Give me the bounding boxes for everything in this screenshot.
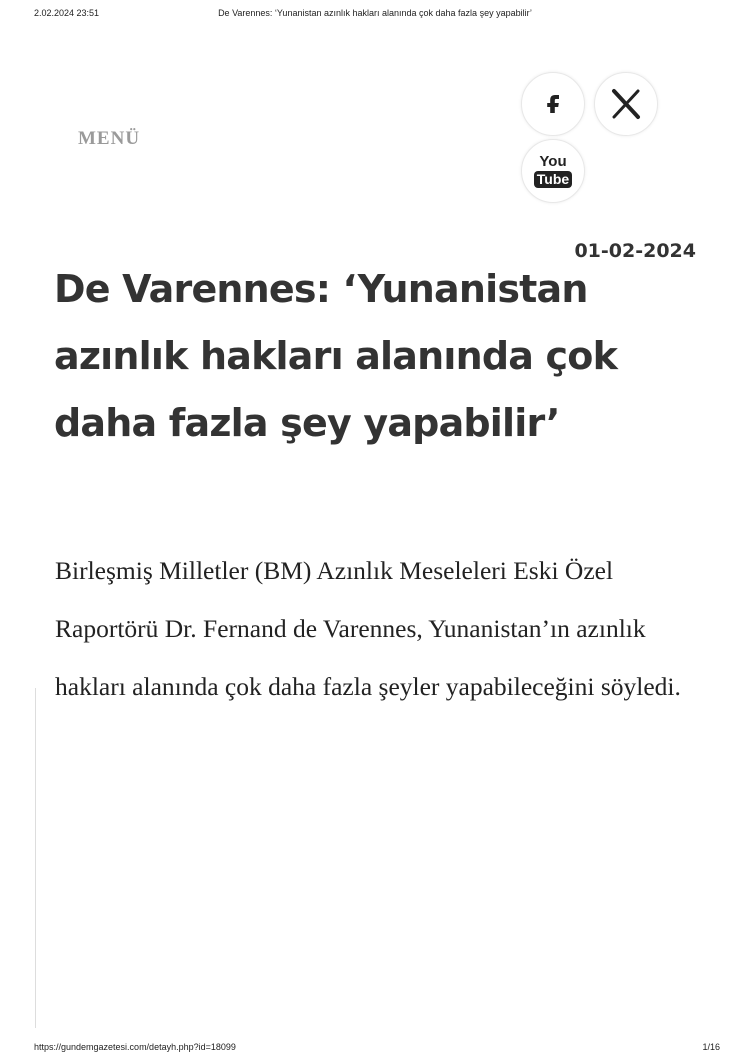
article-date: 01-02-2024 <box>574 240 696 262</box>
x-button[interactable] <box>594 72 658 136</box>
youtube-button[interactable] <box>521 139 585 203</box>
facebook-button[interactable] <box>521 72 585 136</box>
x-icon <box>609 87 643 121</box>
menu-button[interactable]: MENÜ <box>78 128 141 149</box>
youtube-icon-tube: Tube <box>534 171 572 188</box>
print-datetime: 2.02.2024 23:51 <box>34 8 100 18</box>
youtube-icon <box>534 154 572 188</box>
print-page-number: 1/16 <box>702 1042 720 1052</box>
article-headline: De Varennes: ‘Yunanistan azınlık hakları alanında çok daha fazla şey yapabilir’ <box>54 267 618 445</box>
print-header <box>0 0 750 24</box>
print-url: https://gundemgazetesi.com/detayh.php?id=18099 <box>34 1042 236 1052</box>
print-footer <box>0 1038 750 1062</box>
facebook-icon <box>538 89 568 119</box>
left-divider <box>35 688 36 1028</box>
article-lead: Birleşmiş Milletler (BM) Azınlık Meseleleri Eski Özel Raportörü Dr. Fernand de Varennes, Yunanistan’ın azınlık hakları alanında çok daha fazla şeyler yapabileceğini söyledi. <box>55 556 681 701</box>
youtube-icon-you: You <box>539 153 567 170</box>
print-doc-title: De Varennes: ‘Yunanistan azınlık hakları alanında çok daha fazla şey yapabilir’ <box>218 8 532 18</box>
